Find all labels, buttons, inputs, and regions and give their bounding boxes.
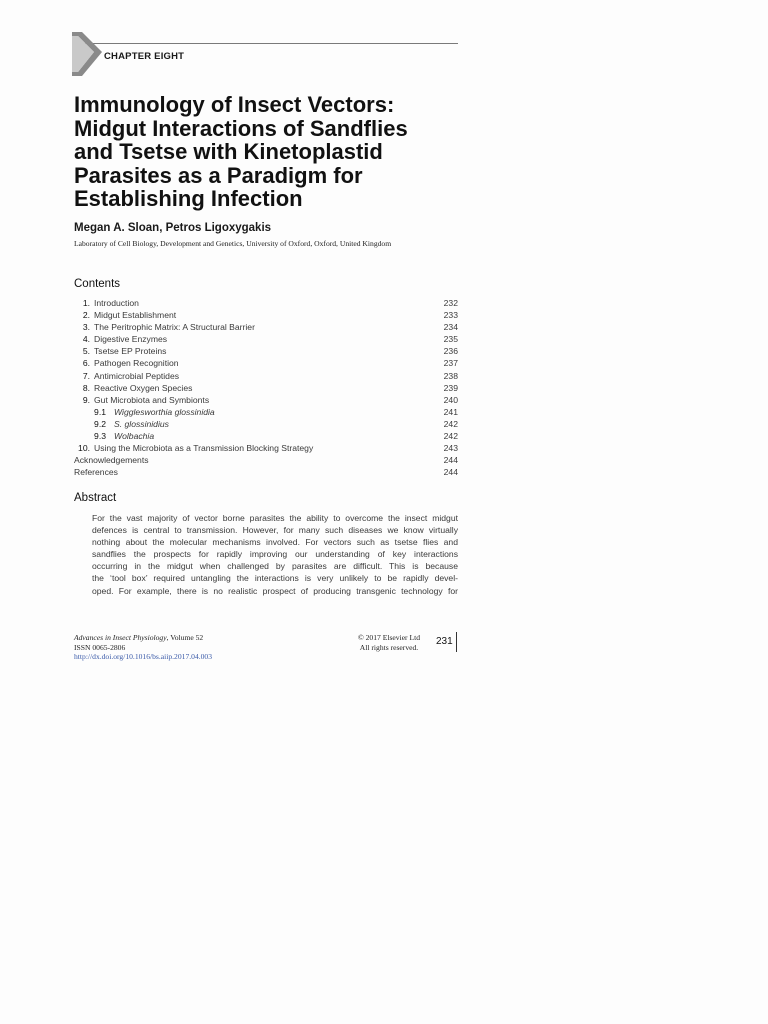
toc-entry[interactable] [74,466,458,478]
toc-entry[interactable] [74,309,458,321]
toc-number: 1. [82,298,90,308]
toc-page: 244 [443,455,458,466]
toc-entry[interactable] [74,454,458,466]
title-line: and Tsetse with Kinetoplastid [74,139,383,164]
toc-entry[interactable] [74,345,458,357]
abstract-line: defences is central to transmission. However, for many such diseases we know virtually [92,525,458,536]
toc-number: 7. [82,370,90,381]
toc-number: 10. [78,443,90,454]
toc-title: Antimicrobial Peptides [94,370,180,381]
toc-number: 6. [82,358,90,369]
abstract-line: oped. For example, there is no realistic prospect of producing transgenic technology for [92,585,458,596]
toc-title: Reactive Oxygen Species [94,382,193,393]
toc-number: 9. [82,394,90,405]
toc-title: References [74,467,118,478]
title-line: Establishing Infection [74,186,303,211]
abstract-line: the ‘tool box’ required untangling the interactions is very unlikely to be rapidly devel- [92,573,458,584]
toc-title: Midgut Establishment [94,310,177,321]
toc-page: 242 [443,418,458,429]
toc-title: Gut Microbiota and Symbionts [94,394,210,405]
toc-title: Wigglesworthia glossinidia [114,406,215,417]
toc-entry[interactable] [74,394,458,406]
toc-entry[interactable] [74,442,458,454]
toc-subentry[interactable] [74,418,458,430]
toc-page: 240 [443,394,458,405]
toc-number: 9.1 [94,406,106,417]
abstract-line: For the vast majority of vector borne parasites the ability to overcome the insect midgut [92,513,458,523]
chapter-title [74,93,474,211]
page-number-rule [456,632,457,652]
toc-page: 233 [443,310,458,321]
issn: ISSN 0065-2806 [74,642,126,652]
abstract-heading: Abstract [74,492,117,504]
table-of-contents [74,297,458,478]
copyright-line: © 2017 Elsevier Ltd [357,633,421,642]
toc-title: Digestive Enzymes [94,334,168,345]
abstract-text [92,512,458,597]
toc-page: 232 [443,298,458,308]
toc-page: 243 [443,443,458,454]
toc-page: 239 [443,382,458,393]
abstract-line: sandflies the prospects for rapidly improving our understanding of key interactions [92,549,458,560]
journal-name: Advances in Insect Physiology [74,633,167,642]
contents-heading: Contents [74,278,121,290]
journal-line [74,633,212,643]
toc-title: Acknowledgements [74,455,149,466]
toc-page: 235 [443,334,458,345]
title-line: Midgut Interactions of Sandflies [74,115,408,141]
footer-citation [74,633,212,662]
toc-entry[interactable] [74,382,458,394]
toc-title: Introduction [94,298,139,308]
toc-page: 236 [443,346,458,357]
abstract-line: occurring in the midgut when challenged by parasites are difficult. This is because [92,561,458,572]
toc-subentry[interactable] [74,430,458,442]
abstract-line: nothing about the molecular mechanisms involved. For vectors such as tsetse flies and [92,537,458,548]
toc-number: 4. [82,334,90,345]
title-line: Immunology of Insect Vectors: [74,92,395,117]
authors: Megan A. Sloan, Petros Ligoxygakis [74,222,272,234]
title-line: Parasites as a Paradigm for [74,162,363,188]
toc-page: 237 [443,358,458,369]
toc-title: The Peritrophic Matrix: A Structural Barrier [94,322,255,333]
toc-number: 5. [82,346,90,357]
toc-entry[interactable] [74,357,458,369]
chapter-rule [84,43,458,44]
toc-number: 3. [82,322,90,333]
page-number: 231 [436,636,453,647]
chapter-arrow-icon [72,32,106,80]
doi-link[interactable]: http://dx.doi.org/10.1016/bs.aiip.2017.04.003 [74,652,213,662]
toc-entry[interactable] [74,321,458,333]
chapter-label: CHAPTER EIGHT [104,51,185,62]
toc-page: 238 [443,370,458,381]
toc-title: Tsetse EP Proteins [94,346,167,357]
toc-entry[interactable] [74,370,458,382]
toc-page: 234 [443,322,458,333]
toc-entry[interactable] [74,297,458,309]
toc-page: 241 [443,406,458,417]
toc-subentry[interactable] [74,406,458,418]
toc-title: S. glossinidius [114,418,169,429]
toc-page: 242 [443,431,458,442]
toc-number: 8. [82,382,90,393]
affiliation: Laboratory of Cell Biology, Development and Genetics, University of Oxford, Oxford, United Kingdom [74,239,392,248]
journal-volume: , Volume 52 [166,633,204,642]
toc-page: 244 [443,467,458,478]
footer-copyright [334,633,444,652]
toc-number: 9.3 [94,431,106,442]
toc-number: 9.2 [94,418,106,429]
toc-title: Wolbachia [114,431,155,442]
toc-number: 2. [82,310,90,321]
toc-title: Pathogen Recognition [94,358,179,369]
toc-title: Using the Microbiota as a Transmission Blocking Strategy [94,443,314,454]
toc-entry[interactable] [74,333,458,345]
rights-line: All rights reserved. [359,642,419,652]
